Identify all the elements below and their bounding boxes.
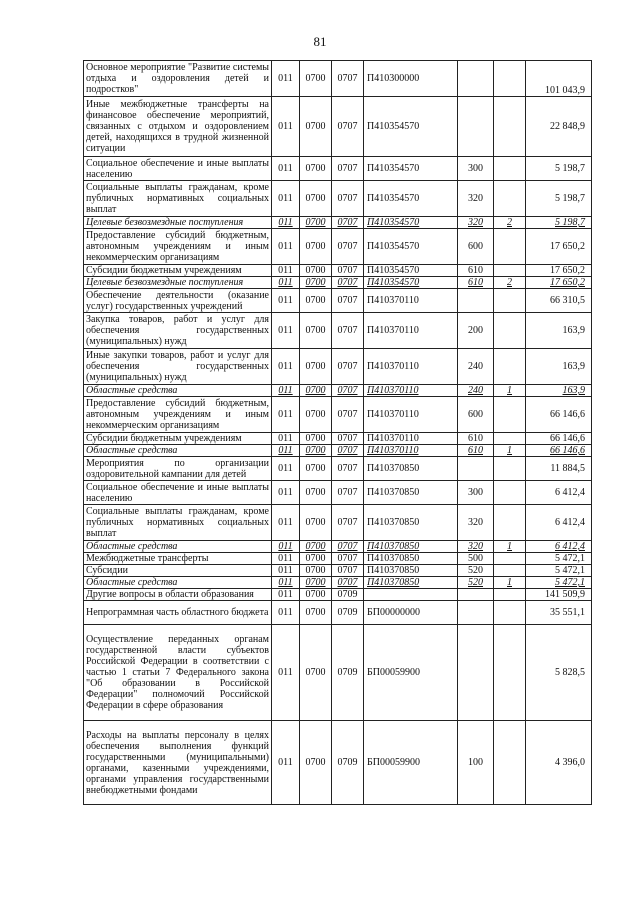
section-code: 0700 — [300, 313, 332, 349]
section-code: 0700 — [300, 181, 332, 217]
amount: 6 412,4 — [526, 541, 592, 553]
section-code: 0700 — [300, 277, 332, 289]
row-name: Областные средства — [84, 445, 272, 457]
funding-source-code — [494, 97, 526, 157]
table-row — [84, 445, 592, 457]
ministry-code: 011 — [272, 265, 300, 277]
table-row — [84, 481, 592, 505]
subsection-code: 0707 — [332, 577, 364, 589]
table-row — [84, 97, 592, 157]
subsection-code: 0707 — [332, 445, 364, 457]
target-article-code: П410370110 — [364, 313, 458, 349]
table-row — [84, 217, 592, 229]
subsection-code: 0707 — [332, 397, 364, 433]
target-article-code: П410370110 — [364, 445, 458, 457]
row-name: Целевые безвозмездные поступления — [84, 217, 272, 229]
ministry-code: 011 — [272, 217, 300, 229]
expense-type-code: 600 — [458, 229, 494, 265]
expense-type-code: 300 — [458, 157, 494, 181]
ministry-code: 011 — [272, 397, 300, 433]
amount: 17 650,2 — [526, 277, 592, 289]
section-code: 0700 — [300, 565, 332, 577]
section-code: 0700 — [300, 589, 332, 601]
funding-source-code — [494, 481, 526, 505]
expense-type-code: 520 — [458, 565, 494, 577]
row-name: Обеспечение деятельности (оказание услуг) государственных учреждений — [84, 289, 272, 313]
table-row — [84, 313, 592, 349]
subsection-code: 0709 — [332, 625, 364, 721]
section-code: 0700 — [300, 397, 332, 433]
subsection-code: 0707 — [332, 157, 364, 181]
row-name: Областные средства — [84, 577, 272, 589]
funding-source-code — [494, 433, 526, 445]
target-article-code: П410370110 — [364, 385, 458, 397]
ministry-code: 011 — [272, 349, 300, 385]
amount: 66 146,6 — [526, 433, 592, 445]
target-article-code: П410370850 — [364, 457, 458, 481]
target-article-code: П410354570 — [364, 157, 458, 181]
subsection-code: 0707 — [332, 505, 364, 541]
amount: 22 848,9 — [526, 97, 592, 157]
section-code: 0700 — [300, 217, 332, 229]
table-row — [84, 397, 592, 433]
amount: 66 146,6 — [526, 397, 592, 433]
amount: 5 828,5 — [526, 625, 592, 721]
subsection-code: 0707 — [332, 97, 364, 157]
subsection-code: 0707 — [332, 289, 364, 313]
funding-source-code — [494, 229, 526, 265]
funding-source-code — [494, 565, 526, 577]
amount: 35 551,1 — [526, 601, 592, 625]
amount: 5 198,7 — [526, 157, 592, 181]
expense-type-code: 100 — [458, 721, 494, 805]
ministry-code: 011 — [272, 385, 300, 397]
row-name: Межбюджетные трансферты — [84, 553, 272, 565]
funding-source-code: 1 — [494, 385, 526, 397]
funding-source-code — [494, 181, 526, 217]
section-code: 0700 — [300, 541, 332, 553]
subsection-code: 0707 — [332, 457, 364, 481]
amount: 101 043,9 — [526, 61, 592, 97]
ministry-code: 011 — [272, 445, 300, 457]
row-name: Основное мероприятие "Развитие системы отдыха и оздоровления детей и подростков" — [84, 61, 272, 97]
table-row — [84, 625, 592, 721]
ministry-code: 011 — [272, 277, 300, 289]
target-article-code: П410354570 — [364, 181, 458, 217]
amount: 5 472,1 — [526, 565, 592, 577]
section-code: 0700 — [300, 625, 332, 721]
expense-type-code — [458, 97, 494, 157]
expense-type-code: 600 — [458, 397, 494, 433]
table-row — [84, 541, 592, 553]
amount: 163,9 — [526, 313, 592, 349]
target-article-code: БП00000000 — [364, 601, 458, 625]
target-article-code: П410370110 — [364, 433, 458, 445]
table-row — [84, 721, 592, 805]
funding-source-code — [494, 289, 526, 313]
amount: 5 198,7 — [526, 217, 592, 229]
ministry-code: 011 — [272, 601, 300, 625]
amount: 163,9 — [526, 385, 592, 397]
section-code: 0700 — [300, 577, 332, 589]
target-article-code: П410300000 — [364, 61, 458, 97]
target-article-code: П410370850 — [364, 541, 458, 553]
table-row — [84, 433, 592, 445]
subsection-code: 0707 — [332, 181, 364, 217]
funding-source-code — [494, 601, 526, 625]
funding-source-code: 1 — [494, 577, 526, 589]
section-code: 0700 — [300, 601, 332, 625]
ministry-code: 011 — [272, 721, 300, 805]
expense-type-code: 320 — [458, 217, 494, 229]
section-code: 0700 — [300, 289, 332, 313]
row-name: Закупка товаров, работ и услуг для обеспечения государственных (муниципальных) нужд — [84, 313, 272, 349]
ministry-code: 011 — [272, 61, 300, 97]
row-name: Другие вопросы в области образования — [84, 589, 272, 601]
expense-type-code: 200 — [458, 313, 494, 349]
target-article-code: П410370110 — [364, 397, 458, 433]
row-name: Социальные выплаты гражданам, кроме публичных нормативных социальных выплат — [84, 505, 272, 541]
section-code: 0700 — [300, 385, 332, 397]
target-article-code: П410370850 — [364, 505, 458, 541]
expense-type-code: 240 — [458, 349, 494, 385]
expense-type-code: 320 — [458, 181, 494, 217]
row-name: Целевые безвозмездные поступления — [84, 277, 272, 289]
funding-source-code — [494, 721, 526, 805]
ministry-code: 011 — [272, 589, 300, 601]
expense-type-code: 610 — [458, 433, 494, 445]
amount: 17 650,2 — [526, 229, 592, 265]
funding-source-code — [494, 553, 526, 565]
ministry-code: 011 — [272, 577, 300, 589]
row-name: Социальное обеспечение и иные выплаты населению — [84, 481, 272, 505]
ministry-code: 011 — [272, 553, 300, 565]
table-row — [84, 457, 592, 481]
ministry-code: 011 — [272, 541, 300, 553]
table-row — [84, 565, 592, 577]
subsection-code: 0709 — [332, 721, 364, 805]
expense-type-code: 320 — [458, 505, 494, 541]
target-article-code: П410354570 — [364, 265, 458, 277]
expense-type-code — [458, 457, 494, 481]
amount: 6 412,4 — [526, 481, 592, 505]
amount: 5 472,1 — [526, 553, 592, 565]
row-name: Расходы на выплаты персоналу в целях обеспечения выполнения функций государственными (муниципальными) органами, казенными учреждениями, органами управления государственными внебюджетными фондами — [84, 721, 272, 805]
funding-source-code: 2 — [494, 217, 526, 229]
target-article-code: П410370850 — [364, 553, 458, 565]
expense-type-code: 610 — [458, 265, 494, 277]
row-name: Предоставление субсидий бюджетным, автономным учреждениям и иным некоммерческим организациям — [84, 397, 272, 433]
amount: 163,9 — [526, 349, 592, 385]
ministry-code: 011 — [272, 565, 300, 577]
table-row — [84, 349, 592, 385]
subsection-code: 0707 — [332, 313, 364, 349]
table-row — [84, 505, 592, 541]
funding-source-code — [494, 61, 526, 97]
ministry-code: 011 — [272, 433, 300, 445]
subsection-code: 0709 — [332, 601, 364, 625]
amount: 6 412,4 — [526, 505, 592, 541]
row-name: Мероприятия по организации оздоровительной кампании для детей — [84, 457, 272, 481]
subsection-code: 0709 — [332, 589, 364, 601]
table-row — [84, 277, 592, 289]
section-code: 0700 — [300, 433, 332, 445]
funding-source-code — [494, 589, 526, 601]
funding-source-code — [494, 457, 526, 481]
target-article-code: П410354570 — [364, 229, 458, 265]
section-code: 0700 — [300, 229, 332, 265]
subsection-code: 0707 — [332, 565, 364, 577]
page-number: 81 — [313, 34, 327, 49]
row-name: Областные средства — [84, 541, 272, 553]
amount: 17 650,2 — [526, 265, 592, 277]
ministry-code: 011 — [272, 229, 300, 265]
funding-source-code — [494, 625, 526, 721]
table-row — [84, 577, 592, 589]
ministry-code: 011 — [272, 625, 300, 721]
row-name: Предоставление субсидий бюджетным, автономным учреждениям и иным некоммерческим организациям — [84, 229, 272, 265]
section-code: 0700 — [300, 481, 332, 505]
expense-type-code: 500 — [458, 553, 494, 565]
funding-source-code: 1 — [494, 541, 526, 553]
row-name: Социальное обеспечение и иные выплаты населению — [84, 157, 272, 181]
ministry-code: 011 — [272, 97, 300, 157]
ministry-code: 011 — [272, 505, 300, 541]
target-article-code — [364, 589, 458, 601]
section-code: 0700 — [300, 157, 332, 181]
amount: 11 884,5 — [526, 457, 592, 481]
expense-type-code: 610 — [458, 445, 494, 457]
subsection-code: 0707 — [332, 385, 364, 397]
funding-source-code: 1 — [494, 445, 526, 457]
subsection-code: 0707 — [332, 61, 364, 97]
table-row — [84, 157, 592, 181]
ministry-code: 011 — [272, 457, 300, 481]
amount: 4 396,0 — [526, 721, 592, 805]
row-name: Субсидии бюджетным учреждениям — [84, 433, 272, 445]
table-row — [84, 589, 592, 601]
section-code: 0700 — [300, 721, 332, 805]
ministry-code: 011 — [272, 181, 300, 217]
row-name: Иные межбюджетные трансферты на финансовое обеспечение мероприятий, связанных с отдыхом и оздоровлением детей, находящихся в трудной жизненной ситуации — [84, 97, 272, 157]
amount: 5 198,7 — [526, 181, 592, 217]
table-row — [84, 385, 592, 397]
funding-source-code — [494, 265, 526, 277]
table-row — [84, 229, 592, 265]
funding-source-code — [494, 349, 526, 385]
target-article-code: П410370110 — [364, 349, 458, 385]
ministry-code: 011 — [272, 289, 300, 313]
table-row — [84, 553, 592, 565]
target-article-code: П410354570 — [364, 277, 458, 289]
funding-source-code — [494, 313, 526, 349]
subsection-code: 0707 — [332, 349, 364, 385]
target-article-code: БП00059900 — [364, 625, 458, 721]
section-code: 0700 — [300, 265, 332, 277]
subsection-code: 0707 — [332, 277, 364, 289]
expense-type-code — [458, 601, 494, 625]
table-row — [84, 265, 592, 277]
target-article-code: БП00059900 — [364, 721, 458, 805]
subsection-code: 0707 — [332, 553, 364, 565]
expense-type-code — [458, 61, 494, 97]
expense-type-code: 320 — [458, 541, 494, 553]
table-row — [84, 289, 592, 313]
subsection-code: 0707 — [332, 541, 364, 553]
budget-table — [83, 60, 592, 805]
section-code: 0700 — [300, 457, 332, 481]
table-row — [84, 181, 592, 217]
section-code: 0700 — [300, 505, 332, 541]
expense-type-code — [458, 589, 494, 601]
subsection-code: 0707 — [332, 217, 364, 229]
amount: 66 310,5 — [526, 289, 592, 313]
expense-type-code: 520 — [458, 577, 494, 589]
target-article-code: П410370110 — [364, 289, 458, 313]
target-article-code: П410370850 — [364, 565, 458, 577]
ministry-code: 011 — [272, 157, 300, 181]
row-name: Субсидии бюджетным учреждениям — [84, 265, 272, 277]
subsection-code: 0707 — [332, 265, 364, 277]
section-code: 0700 — [300, 349, 332, 385]
target-article-code: П410354570 — [364, 97, 458, 157]
funding-source-code — [494, 505, 526, 541]
target-article-code: П410370850 — [364, 577, 458, 589]
section-code: 0700 — [300, 445, 332, 457]
table-row — [84, 601, 592, 625]
row-name: Субсидии — [84, 565, 272, 577]
amount: 141 509,9 — [526, 589, 592, 601]
expense-type-code: 610 — [458, 277, 494, 289]
ministry-code: 011 — [272, 313, 300, 349]
expense-type-code — [458, 289, 494, 313]
row-name: Областные средства — [84, 385, 272, 397]
subsection-code: 0707 — [332, 481, 364, 505]
row-name: Социальные выплаты гражданам, кроме публичных нормативных социальных выплат — [84, 181, 272, 217]
section-code: 0700 — [300, 97, 332, 157]
row-name: Осуществление переданных органам государственной власти субъектов Российской Федерации в соответствии с частью 1 статьи 7 Федерального закона "Об образовании в Российской Федерации" полномочий Российской Федерации в сфере образования — [84, 625, 272, 721]
funding-source-code: 2 — [494, 277, 526, 289]
expense-type-code — [458, 625, 494, 721]
amount: 5 472,1 — [526, 577, 592, 589]
funding-source-code — [494, 157, 526, 181]
subsection-code: 0707 — [332, 433, 364, 445]
section-code: 0700 — [300, 61, 332, 97]
expense-type-code: 240 — [458, 385, 494, 397]
row-name: Непрограммная часть областного бюджета — [84, 601, 272, 625]
section-code: 0700 — [300, 553, 332, 565]
ministry-code: 011 — [272, 481, 300, 505]
funding-source-code — [494, 397, 526, 433]
row-name: Иные закупки товаров, работ и услуг для обеспечения государственных (муниципальных) нужд — [84, 349, 272, 385]
subsection-code: 0707 — [332, 229, 364, 265]
target-article-code: П410354570 — [364, 217, 458, 229]
amount: 66 146,6 — [526, 445, 592, 457]
table-row — [84, 61, 592, 97]
target-article-code: П410370850 — [364, 481, 458, 505]
expense-type-code: 300 — [458, 481, 494, 505]
